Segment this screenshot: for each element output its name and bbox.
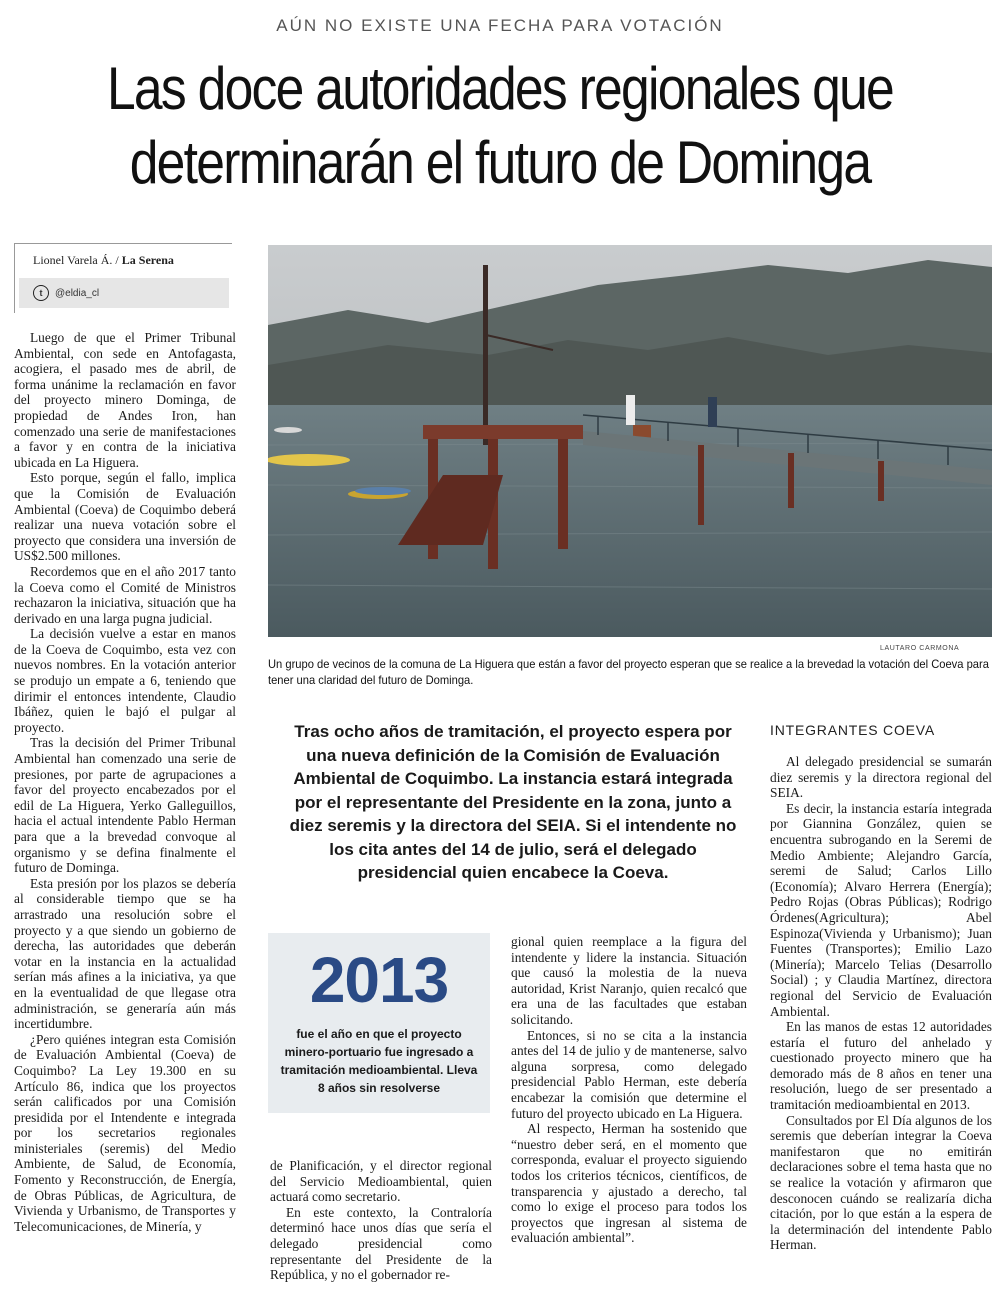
section-title: INTEGRANTES COEVA (770, 722, 936, 738)
paragraph: ¿Pero quiénes integran esta Comisión de Evaluación Ambiental (Coeva) de Coquimbo? La Ley 19.300 en su Artículo 86, indica que los proyectos serán calificados por una Comisión presidida por el Intendente e integrada por los secretarios regionales ministeriales (seremis) del Medio Ambiente, de Salud, de Economía, Fomento y Reconstrucción, de Energía, de Obras Públicas, de Agricultura, de Vivienda y Urbanismo, de Transportes y Telecomunicaciones, de Minería, y (14, 1031, 236, 1234)
paragraph: En las manos de estas 12 autoridades estaría el futuro del anhelado y cuestionado proyecto minero que ha demorado más de 8 años en tener una resolución, luego de ser presentado a tramitación medioambiental en 2013. (770, 1019, 992, 1113)
stat-number: 2013 (309, 944, 449, 1016)
stat-box (268, 933, 490, 1113)
paragraph: Entonces, si no se cita a la instancia antes del 14 de julio y de mantenerse, salvo alguna sorpresa, como delegado presidencial Pablo Herman, este debería encabezar la comisión que determine el futuro del proyecto ubicado en La Higuera. (511, 1027, 747, 1121)
article-column-3 (511, 934, 747, 1300)
paragraph: Esta presión por los plazos se debería al considerable tiempo que se ha arrastrado una resolución sobre el proyecto y a que siendo un gobierno de derecha, las autoridades que deberán votar en la instancia en la actualidad serían más afines a la iniciativa, ya que en la eventualidad de que llegase otra administración, se generaría aún más incertidumbre. (14, 875, 236, 1032)
location: La Serena (121, 253, 174, 267)
article-column-4 (770, 754, 992, 1300)
byline (33, 253, 174, 268)
paragraph: Luego de que el Primer Tribunal Ambiental, con sede en Antofagasta, acogiera, el pasado mes de abril, de forma unánime la reclamación en favor del proyecto minero Dominga, de propiedad de Andes Iron, han comenzado una serie de manifestaciones a favor y en contra de la iniciativa ubicada en La Higuera. (14, 330, 236, 470)
article-column-1 (14, 330, 236, 1300)
paragraph: Al respecto, Herman ha sostenido que “nuestro deber será, en el momento que corresponda, evaluar el proyecto siguiendo todos los criterios técnicos, científicos, de transparencia y ajustado a derecho, tal como lo exige el proceso para todos los proyectos que ingresan al sistema de evaluación ambiental”. (511, 1121, 747, 1246)
kicker: AÚN NO EXISTE UNA FECHA PARA VOTACIÓN (276, 16, 724, 35)
paragraph: Tras la decisión del Primer Tribunal Ambiental han comenzado una serie de presiones, por parte de agrupaciones a favor del proyecto encabezados por el edil de La Higuera, Yerko Galleguillos, hacia el actual intendente Pablo Herman para que a la brevedad convoque al organismo y se defina finalmente el futuro de Dominga. (14, 735, 236, 876)
pier-photo-illustration (268, 245, 992, 637)
social-handle-bar[interactable] (19, 278, 229, 308)
paragraph: La decisión vuelve a estar en manos de la Coeva de Coquimbo, esta vez con nuevos nombres. En la votación anterior se produjo un empate a 6, teniendo que dirimir el entonces intendente, Claudio Ibáñez, quien le bajó el pulgar al proyecto. (14, 626, 236, 735)
article-photo (268, 245, 992, 637)
stat-description: fue el año en que el proyecto minero-portuario fue ingresado a tramitación medioambiental. Lleva 8 años sin resolverse (280, 1027, 478, 1095)
headline-line-1: Las doce autoridades regionales que (106, 55, 894, 122)
twitter-icon: t (33, 285, 49, 301)
photo-credit: LAUTARO CARMONA (880, 645, 960, 652)
article-lead: Tras ocho años de tramitación, el proyecto espera por una nueva definición de la Comisión de Evaluación Ambiental de Coquimbo. La instancia estará integrada por el representante del Presidente en la zona, junto a diez seremis y la directora del SEIA. Si el intendente no los cita antes del 14 de julio, será el delegado presidencial quien encabece la Coeva. (289, 722, 737, 882)
headline (70, 52, 930, 200)
author: Lionel Varela Á. (33, 253, 113, 267)
paragraph: gional quien reemplace a la figura del intendente y lidere la instancia. Situación que causó la molestia de la nueva autoridad, Krist Naranjo, quien recalcó que era una de las facultades que estaban solicitando. (511, 934, 747, 1027)
paragraph: Consultados por El Día algunos de los seremis que deberían integrar la Coeva manifestaron que no emitirán declaraciones sobre el tema hasta que no se realice la votación y afirmaron que desconocen cuándo se realizaría dicha citación, por lo que están a la espera de la determinación del intendente Pablo Herman. (770, 1112, 992, 1253)
paragraph: Es decir, la instancia estaría integrada por Giannina González, quien se encuentra subrogando en la Seremi de Medio Ambiente; Alejandro García, seremi de Salud; Carlos Lillo (Economía); Alvaro Herrera (Energía); Pedro Rojas (Obras Públicas); Rodrigo Órdenes(Agricultura); Abel Espinoza(Vivienda y Urbanismo); Juan Fuentes (Transportes); Emilio Lazo (Minería); Marcelo Telias (Desarrollo Social) ; y Claudia Martínez, directora regional del Servicio de Evaluación Ambiental. (770, 800, 992, 1019)
headline-line-2: determinarán el futuro de Dominga (129, 129, 871, 196)
paragraph: de Planificación, y el director regional del Servicio Medioambiental, quien actuará como secretario. (270, 1158, 492, 1205)
byline-separator: / (115, 253, 119, 267)
paragraph: En este contexto, la Contraloría determinó hace unos días que sería el delegado presidencial como representante del Presidente de la República, y no el gobernador re- (270, 1204, 492, 1283)
article-column-2 (270, 1158, 492, 1298)
social-handle[interactable]: @eldia_cl (55, 287, 100, 299)
paragraph: Al delegado presidencial se sumarán diez seremis y la directora regional del SEIA. (770, 754, 992, 801)
paragraph: Recordemos que en el año 2017 tanto la Coeva como el Comité de Ministros rechazaron la iniciativa, situación que ha derivado en una larga pugna judicial. (14, 563, 236, 626)
byline-box (14, 243, 232, 313)
photo-caption: Un grupo de vecinos de la comuna de La Higuera que están a favor del proyecto esperan que se realice a la brevedad la votación del Coeva para tener una claridad del futuro de Dominga. (268, 657, 989, 687)
paragraph: Esto porque, según el fallo, implica que la Comisión de Evaluación Ambiental (Coeva) de Coquimbo deberá realizar una nueva votación sobre el proyecto que considera una inversión de US$2.500 millones. (14, 470, 236, 564)
